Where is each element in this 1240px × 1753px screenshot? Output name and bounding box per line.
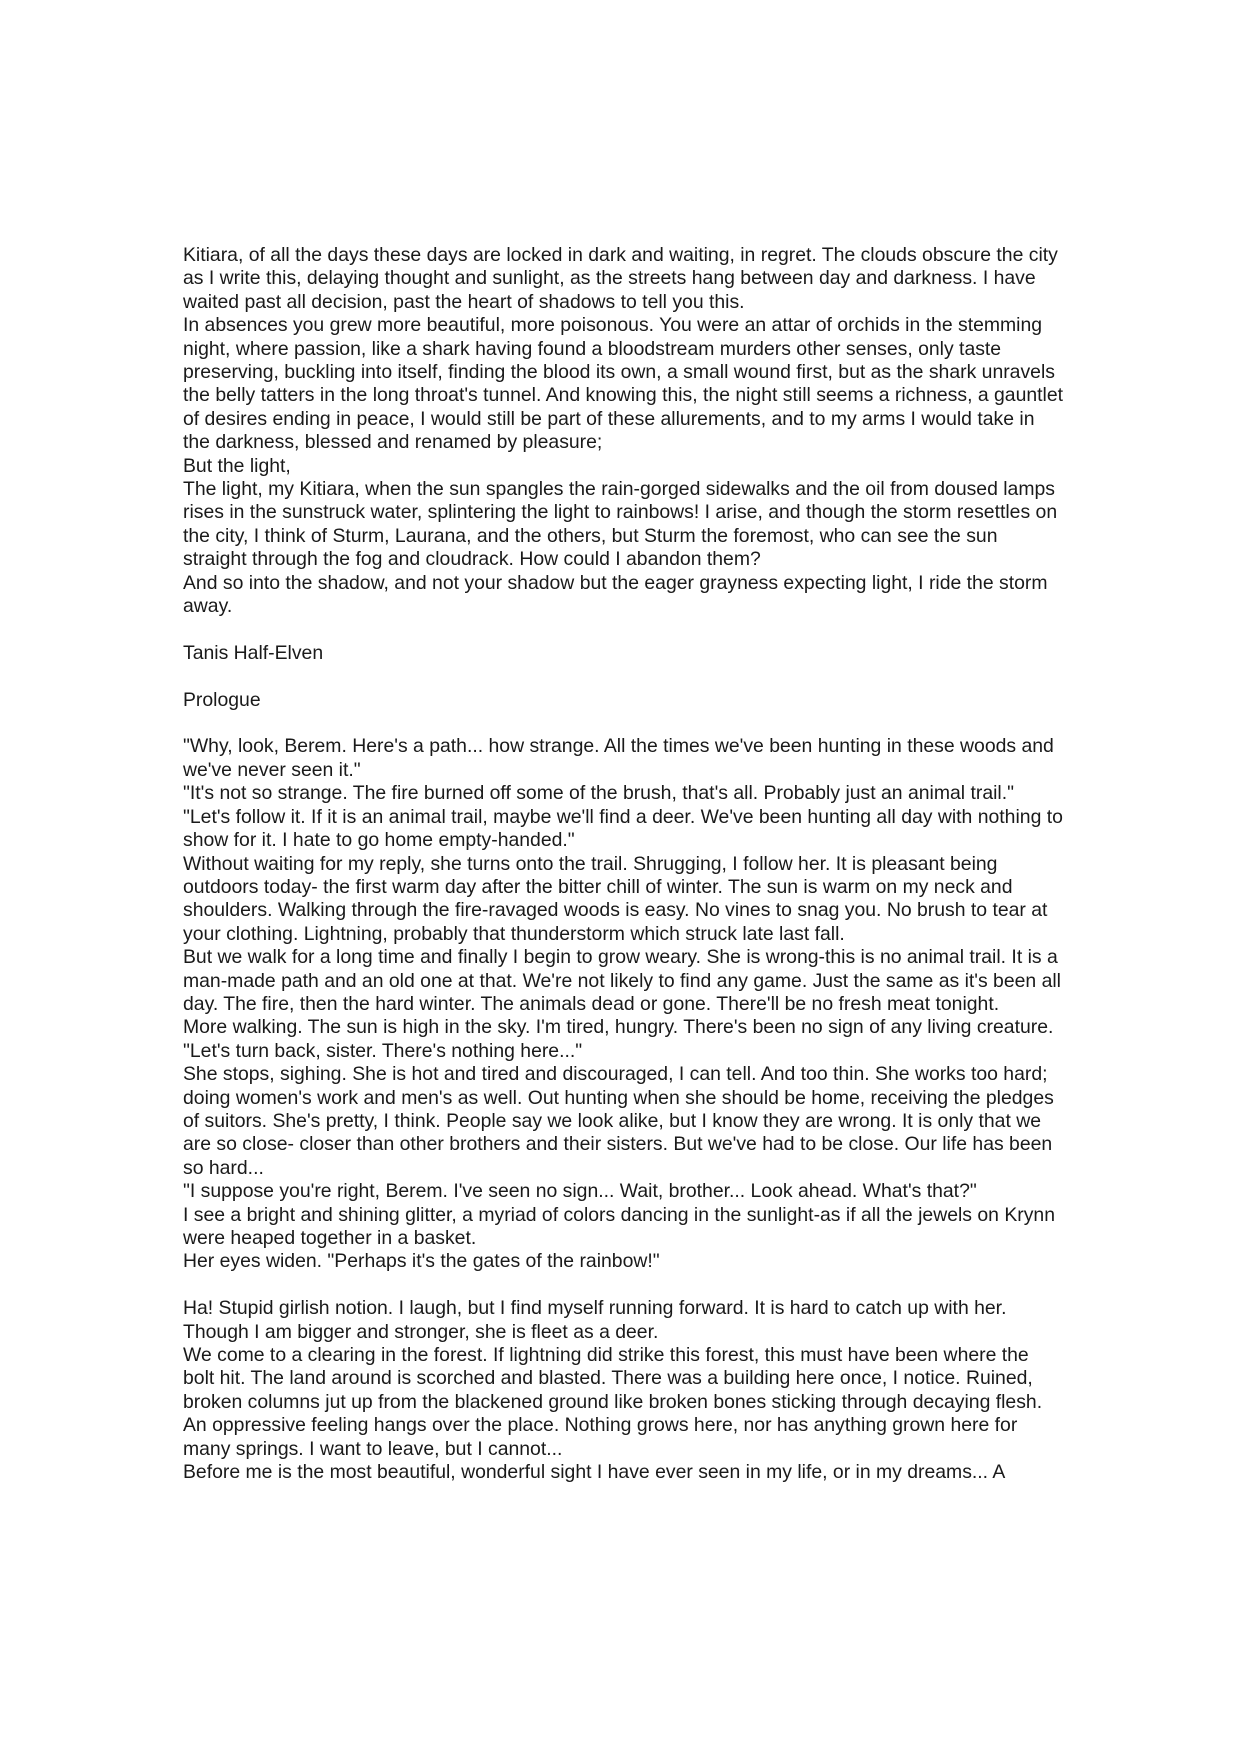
letter-signature: Tanis Half-Elven xyxy=(183,641,324,664)
blank-line xyxy=(183,665,1065,688)
letter-paragraph-5: And so into the shadow, and not your shadow but the eager grayness expecting light, I ride the storm away. xyxy=(183,571,1048,618)
prologue-paragraph: "Let's follow it. If it is an animal trail, maybe we'll find a deer. We've been hunting all day with nothing to show for it. I hate to go home empty-handed." xyxy=(183,805,1063,852)
prologue-paragraph: "It's not so strange. The fire burned off some of the brush, that's all. Probably just an animal trail." xyxy=(183,782,1014,805)
prologue-paragraph: Without waiting for my reply, she turns onto the trail. Shrugging, I follow her. It is pleasant being outdoors today- the first warm day after the bitter chill of winter. The sun is warm on my neck and shoulders. Walking through the fire-ravaged woods is easy. No vines to snag you. No brush to tear at your clothing. Lightning, probably that thunderstorm which struck late last fall. xyxy=(183,852,1048,945)
section-heading: Prologue xyxy=(183,688,261,711)
prologue-paragraph: But we walk for a long time and finally I begin to grow weary. She is wrong-this is no animal trail. It is a man-made path and an old one at that. We're not likely to find any game. Just the same as it's been all day. The fire, then the hard winter. The animals dead or gone. There'll be no fresh meat tonight. xyxy=(183,946,1061,1015)
blank-line xyxy=(183,712,1065,735)
document-text xyxy=(183,244,1065,1484)
prologue-paragraph: More walking. The sun is high in the sky. I'm tired, hungry. There's been no sign of any living creature. xyxy=(183,1016,1054,1039)
prologue-paragraph: Ha! Stupid girlish notion. I laugh, but I find myself running forward. It is hard to catch up with her. Though I am bigger and stronger, she is fleet as a deer. xyxy=(183,1297,1007,1343)
letter-paragraph-1: Kitiara, of all the days these days are locked in dark and waiting, in regret. The clouds obscure the city as I write this, delaying thought and sunlight, as the streets hang between day and darkness. I have waited past all decision, past the heart of shadows to tell you this. xyxy=(183,244,1058,313)
prologue-paragraph: We come to a clearing in the forest. If lightning did strike this forest, this must have been where the bolt hit. The land around is scorched and blasted. There was a building here once, I notice. Ruined, broken columns jut up from the blackened ground like broken bones sticking through decaying flesh. An oppressive feeling hangs over the place. Nothing grows here, nor has anything grown here for many springs. I want to leave, but I cannot... xyxy=(183,1344,1043,1460)
prologue-paragraph: She stops, sighing. She is hot and tired and discouraged, I can tell. And too thin. She works too hard; doing women's work and men's as well. Out hunting when she should be home, receiving the pledges of suitors. She's pretty, I think. People say we look alike, but I know they are wrong. It is only that we are so close- closer than other brothers and their sisters. But we've had to be close. Our life has been so hard... xyxy=(183,1063,1054,1179)
letter-paragraph-4: The light, my Kitiara, when the sun spangles the rain-gorged sidewalks and the oil from doused lamps rises in the sunstruck water, splintering the light to rainbows! I arise, and though the storm resettles on the city, I think of Sturm, Laurana, and the others, but Sturm the foremost, who can see the sun straight through the fog and cloudrack. How could I abandon them? xyxy=(183,478,1058,571)
prologue-paragraph: "Why, look, Berem. Here's a path... how strange. All the times we've been hunting in these woods and we've never seen it." xyxy=(183,735,1054,781)
prologue-paragraph: I see a bright and shining glitter, a myriad of colors dancing in the sunlight-as if all the jewels on Krynn were heaped together in a basket. xyxy=(183,1203,1055,1250)
blank-line xyxy=(183,1274,1065,1297)
letter-paragraph-2: In absences you grew more beautiful, more poisonous. You were an attar of orchids in the stemming night, where passion, like a shark having found a bloodstream murders other senses, only taste preserving, buckling into itself, finding the blood its own, a small wound first, but as the shark unravels the belly tatters in the long throat's tunnel. And knowing this, the night still seems a richness, a gauntlet of desires ending in peace, I would still be part of these allurements, and to my arms I would take in the darkness, blessed and renamed by pleasure; xyxy=(183,314,1064,454)
prologue-paragraph: "Let's turn back, sister. There's nothing here..." xyxy=(183,1039,583,1062)
prologue-paragraph: "I suppose you're right, Berem. I've seen no sign... Wait, brother... Look ahead. What's that?" xyxy=(183,1180,977,1203)
prologue-paragraph: Her eyes widen. "Perhaps it's the gates of the rainbow!" xyxy=(183,1250,660,1273)
blank-line xyxy=(183,619,1065,642)
letter-paragraph-3: But the light, xyxy=(183,454,291,477)
prologue-paragraph: Before me is the most beautiful, wonderful sight I have ever seen in my life, or in my dreams... A xyxy=(183,1461,1006,1484)
